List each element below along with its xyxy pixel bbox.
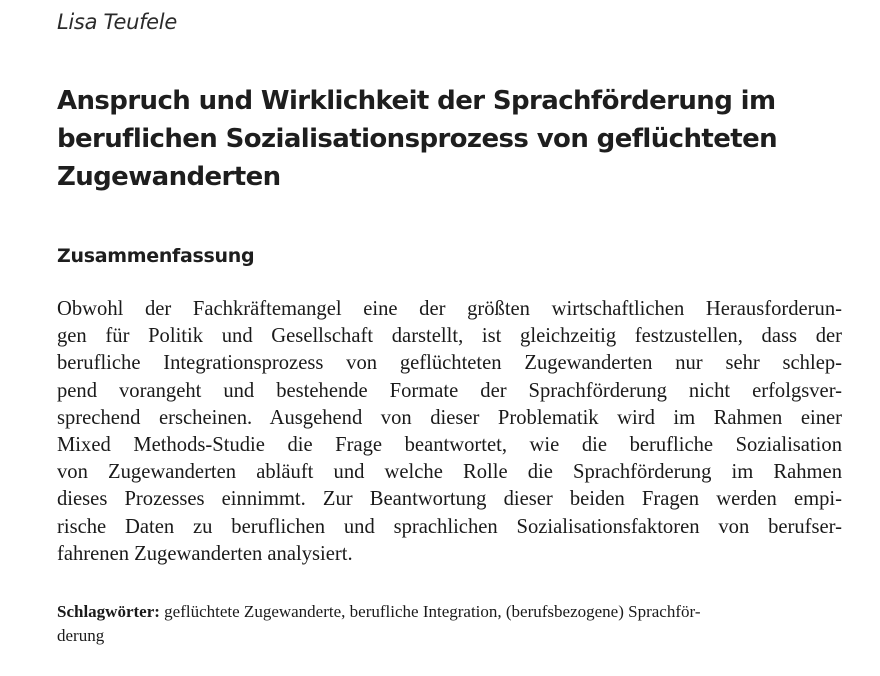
abstract-line: Obwohl der Fachkräftemangel eine der größten wirtschaftlichen Herausforderun- — [57, 298, 842, 320]
abstract-line: fahrenen Zugewanderten analysiert. — [57, 542, 353, 565]
paper-title — [57, 82, 777, 196]
abstract-line: berufliche Integrationsprozess von geflüchteten Zugewanderten nur sehr schlep- — [57, 352, 842, 375]
abstract-line: von Zugewanderten abläuft und welche Rolle die Sprachförderung im Rahmen — [57, 461, 842, 484]
keywords-continuation: derung — [57, 626, 105, 645]
title-line: Anspruch und Wirklichkeit der Sprachförderung im — [57, 86, 776, 116]
abstract-line: Mixed Methods-Studie die Frage beantwortet, wie die berufliche Sozialisation — [57, 434, 842, 457]
abstract-line: sprechend erscheinen. Ausgehend von dieser Problematik wird im Rahmen einer — [57, 406, 842, 429]
abstract-line: dieses Prozesses einnimmt. Zur Beantwortung dieser beiden Fragen werden empi- — [57, 488, 842, 511]
keywords-label: Schlagwörter: — [57, 602, 160, 621]
section-heading: Zusammenfassung — [57, 245, 255, 267]
keywords-block — [57, 600, 842, 648]
author-name: Lisa Teufele — [57, 10, 177, 34]
keywords-line — [57, 600, 842, 624]
abstract-line: pend vorangeht und bestehende Formate der Sprachförderung nicht erfolgsver- — [57, 379, 842, 402]
abstract-line: rische Daten zu beruflichen und sprachlichen Sozialisationsfaktoren von berufser- — [57, 515, 842, 538]
keywords-list: geflüchtete Zugewanderte, berufliche Integration, (berufsbezogene) Sprachför- — [159, 602, 701, 621]
title-line: Zugewanderten — [57, 162, 281, 192]
abstract-text — [57, 296, 842, 568]
abstract-line: gen für Politik und Gesellschaft darstellt, ist gleichzeitig festzustellen, dass der — [57, 325, 842, 348]
title-line: beruflichen Sozialisationsprozess von geflüchteten — [57, 124, 778, 154]
